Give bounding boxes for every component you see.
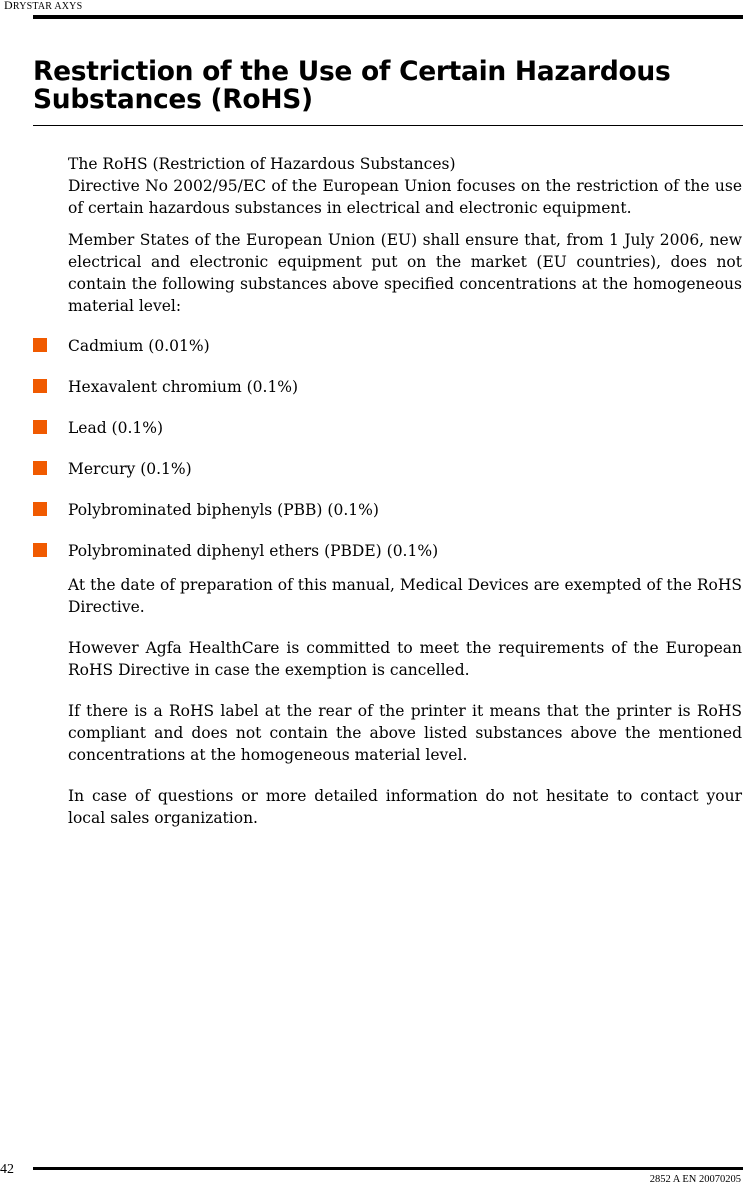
document-code: 2852 A EN 20070205 (649, 1174, 741, 1185)
running-header (4, 0, 82, 12)
running-header-rest: RYSTAR AXYS (12, 1, 83, 12)
commitment-paragraph: However Agfa HealthCare is committed to meet the requirements of the European RoHS Directive in case the exemption is cancelled. (68, 639, 742, 679)
square-bullet-icon (33, 461, 47, 475)
list-item (68, 540, 742, 562)
page-title-line-1: Restriction of the Use of Certain Hazardous (33, 56, 671, 87)
substance-list (68, 335, 742, 562)
list-item (68, 417, 742, 439)
list-item-label: Cadmium (0.01%) (68, 337, 210, 355)
title-rule (33, 125, 743, 126)
page-number: 42 (0, 1162, 14, 1177)
running-header-initial: D (4, 0, 13, 12)
list-item (68, 335, 742, 357)
list-item (68, 376, 742, 398)
footer-rule (33, 1167, 743, 1170)
exemption-paragraph: At the date of preparation of this manual, Medical Devices are exempted of the RoHS Directive. (68, 576, 742, 616)
square-bullet-icon (33, 379, 47, 393)
member-states-paragraph: Member States of the European Union (EU) shall ensure that, from 1 July 2006, new electrical and electronic equipment put on the market (EU countries), does not contain the following substances above specified concentrations at the homogeneous material level: (68, 231, 742, 315)
list-item-label: Lead (0.1%) (68, 419, 164, 437)
list-item-label: Hexavalent chromium (0.1%) (68, 378, 299, 396)
body-content (68, 153, 742, 829)
square-bullet-icon (33, 420, 47, 434)
list-item (68, 499, 742, 521)
list-item-label: Polybrominated biphenyls (PBB) (0.1%) (68, 501, 379, 519)
page-title (33, 58, 733, 114)
intro-line-1: The RoHS (Restriction of Hazardous Substances) (68, 155, 456, 173)
label-info-paragraph: If there is a RoHS label at the rear of the printer it means that the printer is RoHS compliant and does not contain the above listed substances above the mentioned concentrations at the homogeneous material level. (68, 702, 742, 764)
intro-paragraph (68, 153, 742, 219)
list-item (68, 458, 742, 480)
intro-line-2: Directive No 2002/95/EC of the European Union focuses on the restriction of the use of certain hazardous substances in electrical and electronic equipment. (68, 177, 742, 217)
square-bullet-icon (33, 543, 47, 557)
header-rule (33, 15, 743, 19)
contact-paragraph: In case of questions or more detailed information do not hesitate to contact your local sales organization. (68, 787, 742, 827)
square-bullet-icon (33, 502, 47, 516)
square-bullet-icon (33, 338, 47, 352)
page-title-line-2: Substances (RoHS) (33, 84, 313, 115)
list-item-label: Mercury (0.1%) (68, 460, 192, 478)
list-item-label: Polybrominated diphenyl ethers (PBDE) (0.1%) (68, 542, 439, 560)
